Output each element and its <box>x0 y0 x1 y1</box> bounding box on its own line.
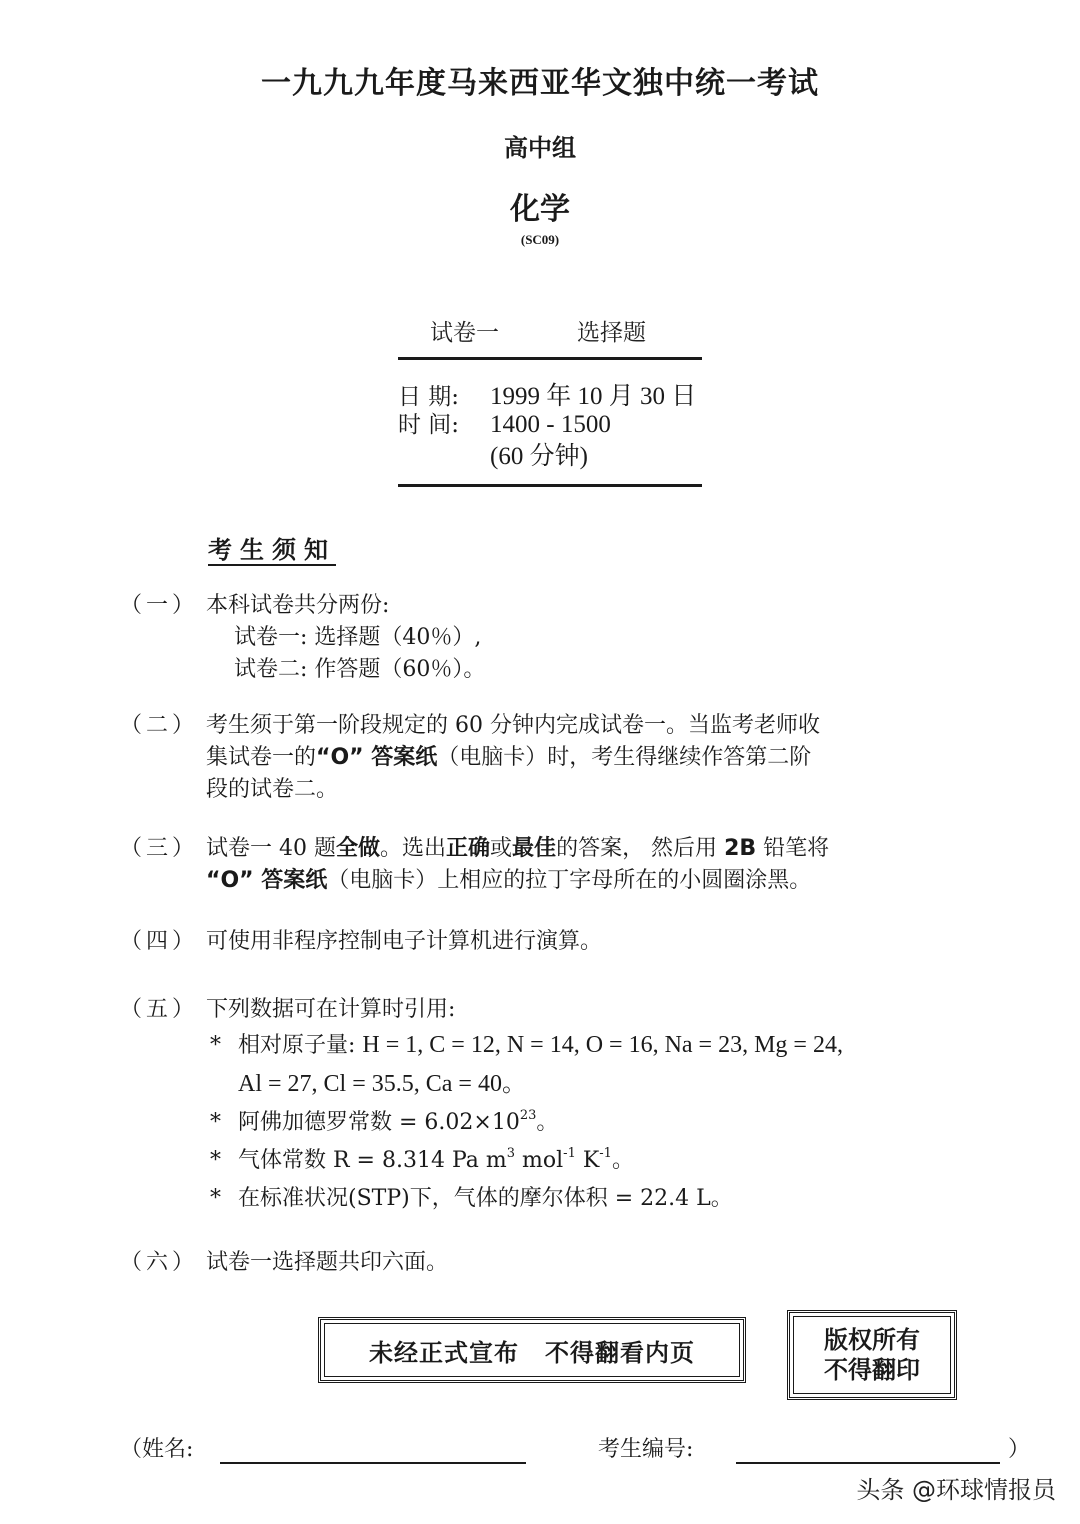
atomic-mass-label: 相对原子量: <box>238 1033 356 1058</box>
text-fragment: （电脑卡）上相应的拉丁字母所在的小圆圈涂黑。 <box>327 868 812 893</box>
unit-exponent: 3 <box>506 1146 516 1161</box>
divider-top <box>398 357 702 360</box>
item-number: （六） <box>120 1250 199 1275</box>
candidate-info-row <box>120 1432 1040 1472</box>
paper-name: 试卷一 <box>430 320 499 346</box>
unit-exponent: -1 <box>563 1146 576 1161</box>
item-text: 段的试卷二。 <box>206 777 339 802</box>
date-value: 1999 年 10 月 30 日 <box>490 383 697 410</box>
notice-text: 未经正式宣布 <box>369 1338 519 1367</box>
item-number: （四） <box>120 929 199 954</box>
time-label: 时 间: <box>398 412 460 438</box>
paper-one-share: 试卷一: 选择题（40％）, <box>234 625 482 650</box>
time-value: 1400 - 1500 <box>490 411 611 438</box>
candidate-id-label: 考生编号: <box>598 1437 694 1462</box>
atomic-mass-bullet <box>206 1026 843 1065</box>
atomic-mass-continued <box>206 1065 843 1104</box>
do-not-open-notice <box>318 1317 746 1383</box>
item-number: （五） <box>120 997 199 1022</box>
item-text: 下列数据可在计算时引用: <box>206 997 456 1022</box>
time-row <box>398 406 611 439</box>
bold-all-answer: 全做 <box>335 836 380 861</box>
exam-level: 高中组 <box>504 134 576 162</box>
notice-text: 不得翻看内页 <box>545 1338 695 1367</box>
stp-bullet <box>206 1180 843 1218</box>
paper-two-share: 试卷二: 作答题（60％）。 <box>234 657 486 682</box>
text-fragment: 的答案， 然后用 <box>556 836 725 861</box>
divider-bottom <box>398 484 702 487</box>
text-fragment: 。 <box>611 1148 634 1173</box>
name-field[interactable] <box>220 1462 526 1464</box>
gas-constant-bullet <box>206 1142 843 1180</box>
bold-best: 最佳 <box>512 836 557 861</box>
unit-exponent: -1 <box>599 1146 612 1161</box>
text-fragment: 。选出 <box>380 836 447 861</box>
item-text: 试卷一选择题共印六面。 <box>206 1250 449 1275</box>
exam-subject: 化学 <box>510 192 570 227</box>
duration-row <box>490 436 588 472</box>
subject-code: (SC09) <box>520 232 560 247</box>
stp-text: 在标准状况(STP)下，气体的摩尔体积 = 22.4 L。 <box>238 1186 733 1211</box>
instructions-heading: 考生须知 <box>208 536 336 564</box>
bold-answer-sheet: “O” 答案纸 <box>316 745 438 770</box>
watermark: 头条 @环球情报员 <box>856 1476 1056 1504</box>
no-reprint-text: 不得翻印 <box>824 1356 920 1384</box>
exam-title: 一九九九年度马来西亚华文独中统一考试 <box>261 66 819 101</box>
text-fragment: 试卷一 40 题 <box>206 836 336 861</box>
item-text: 考生须于第一阶段规定的 60 分钟内完成试卷一。当监考老师收 <box>206 713 820 738</box>
item-number: （一） <box>120 593 199 618</box>
asterisk-icon: * <box>210 1033 221 1058</box>
item-text: 可使用非程序控制电子计算机进行演算。 <box>206 929 603 954</box>
atomic-mass-values: Al = 27, Cl = 35.5, Ca = 40。 <box>238 1071 526 1097</box>
asterisk-icon: * <box>210 1110 221 1135</box>
name-label: （姓名: <box>120 1437 194 1462</box>
date-label: 日 期: <box>398 384 460 410</box>
copyright-text: 版权所有 <box>824 1326 920 1354</box>
bold-correct: 正确 <box>446 836 491 861</box>
item-number: （二） <box>120 713 199 738</box>
avogadro-exponent: 23 <box>519 1108 537 1123</box>
asterisk-icon: * <box>210 1148 221 1173</box>
copyright-notice <box>787 1310 957 1400</box>
text-fragment: （电脑卡）时，考生得继续作答第二阶 <box>437 745 812 770</box>
text-fragment: 集试卷一的 <box>206 745 317 770</box>
item-text <box>206 742 820 774</box>
text-fragment: K <box>575 1148 600 1173</box>
item-text <box>206 833 829 865</box>
bold-pencil-grade: 2B <box>724 836 757 861</box>
item-number: （三） <box>120 836 199 861</box>
text-fragment: 铅笔将 <box>756 836 830 861</box>
bold-answer-sheet: “O” 答案纸 <box>206 868 328 893</box>
candidate-id-field[interactable] <box>736 1462 1000 1464</box>
atomic-mass-values: H = 1, C = 12, N = 14, O = 16, Na = 23, Mg = 24, <box>362 1032 843 1058</box>
paper-type: 选择题 <box>577 320 646 346</box>
paper-header <box>430 314 646 347</box>
gas-constant-text: 气体常数 R = 8.314 Pa m <box>238 1148 507 1173</box>
item-text <box>206 865 829 897</box>
text-fragment: mol <box>515 1148 564 1173</box>
item-text: 本科试卷共分两份: <box>206 593 390 618</box>
avogadro-text: 阿佛加德罗常数 = 6.02×10 <box>238 1110 520 1135</box>
avogadro-bullet <box>206 1104 843 1142</box>
duration-value: (60 分钟) <box>490 443 588 470</box>
text-fragment: 。 <box>536 1110 559 1135</box>
asterisk-icon: * <box>210 1186 221 1211</box>
text-fragment: 或 <box>490 836 513 861</box>
closing-parenthesis: ） <box>1008 1437 1031 1462</box>
